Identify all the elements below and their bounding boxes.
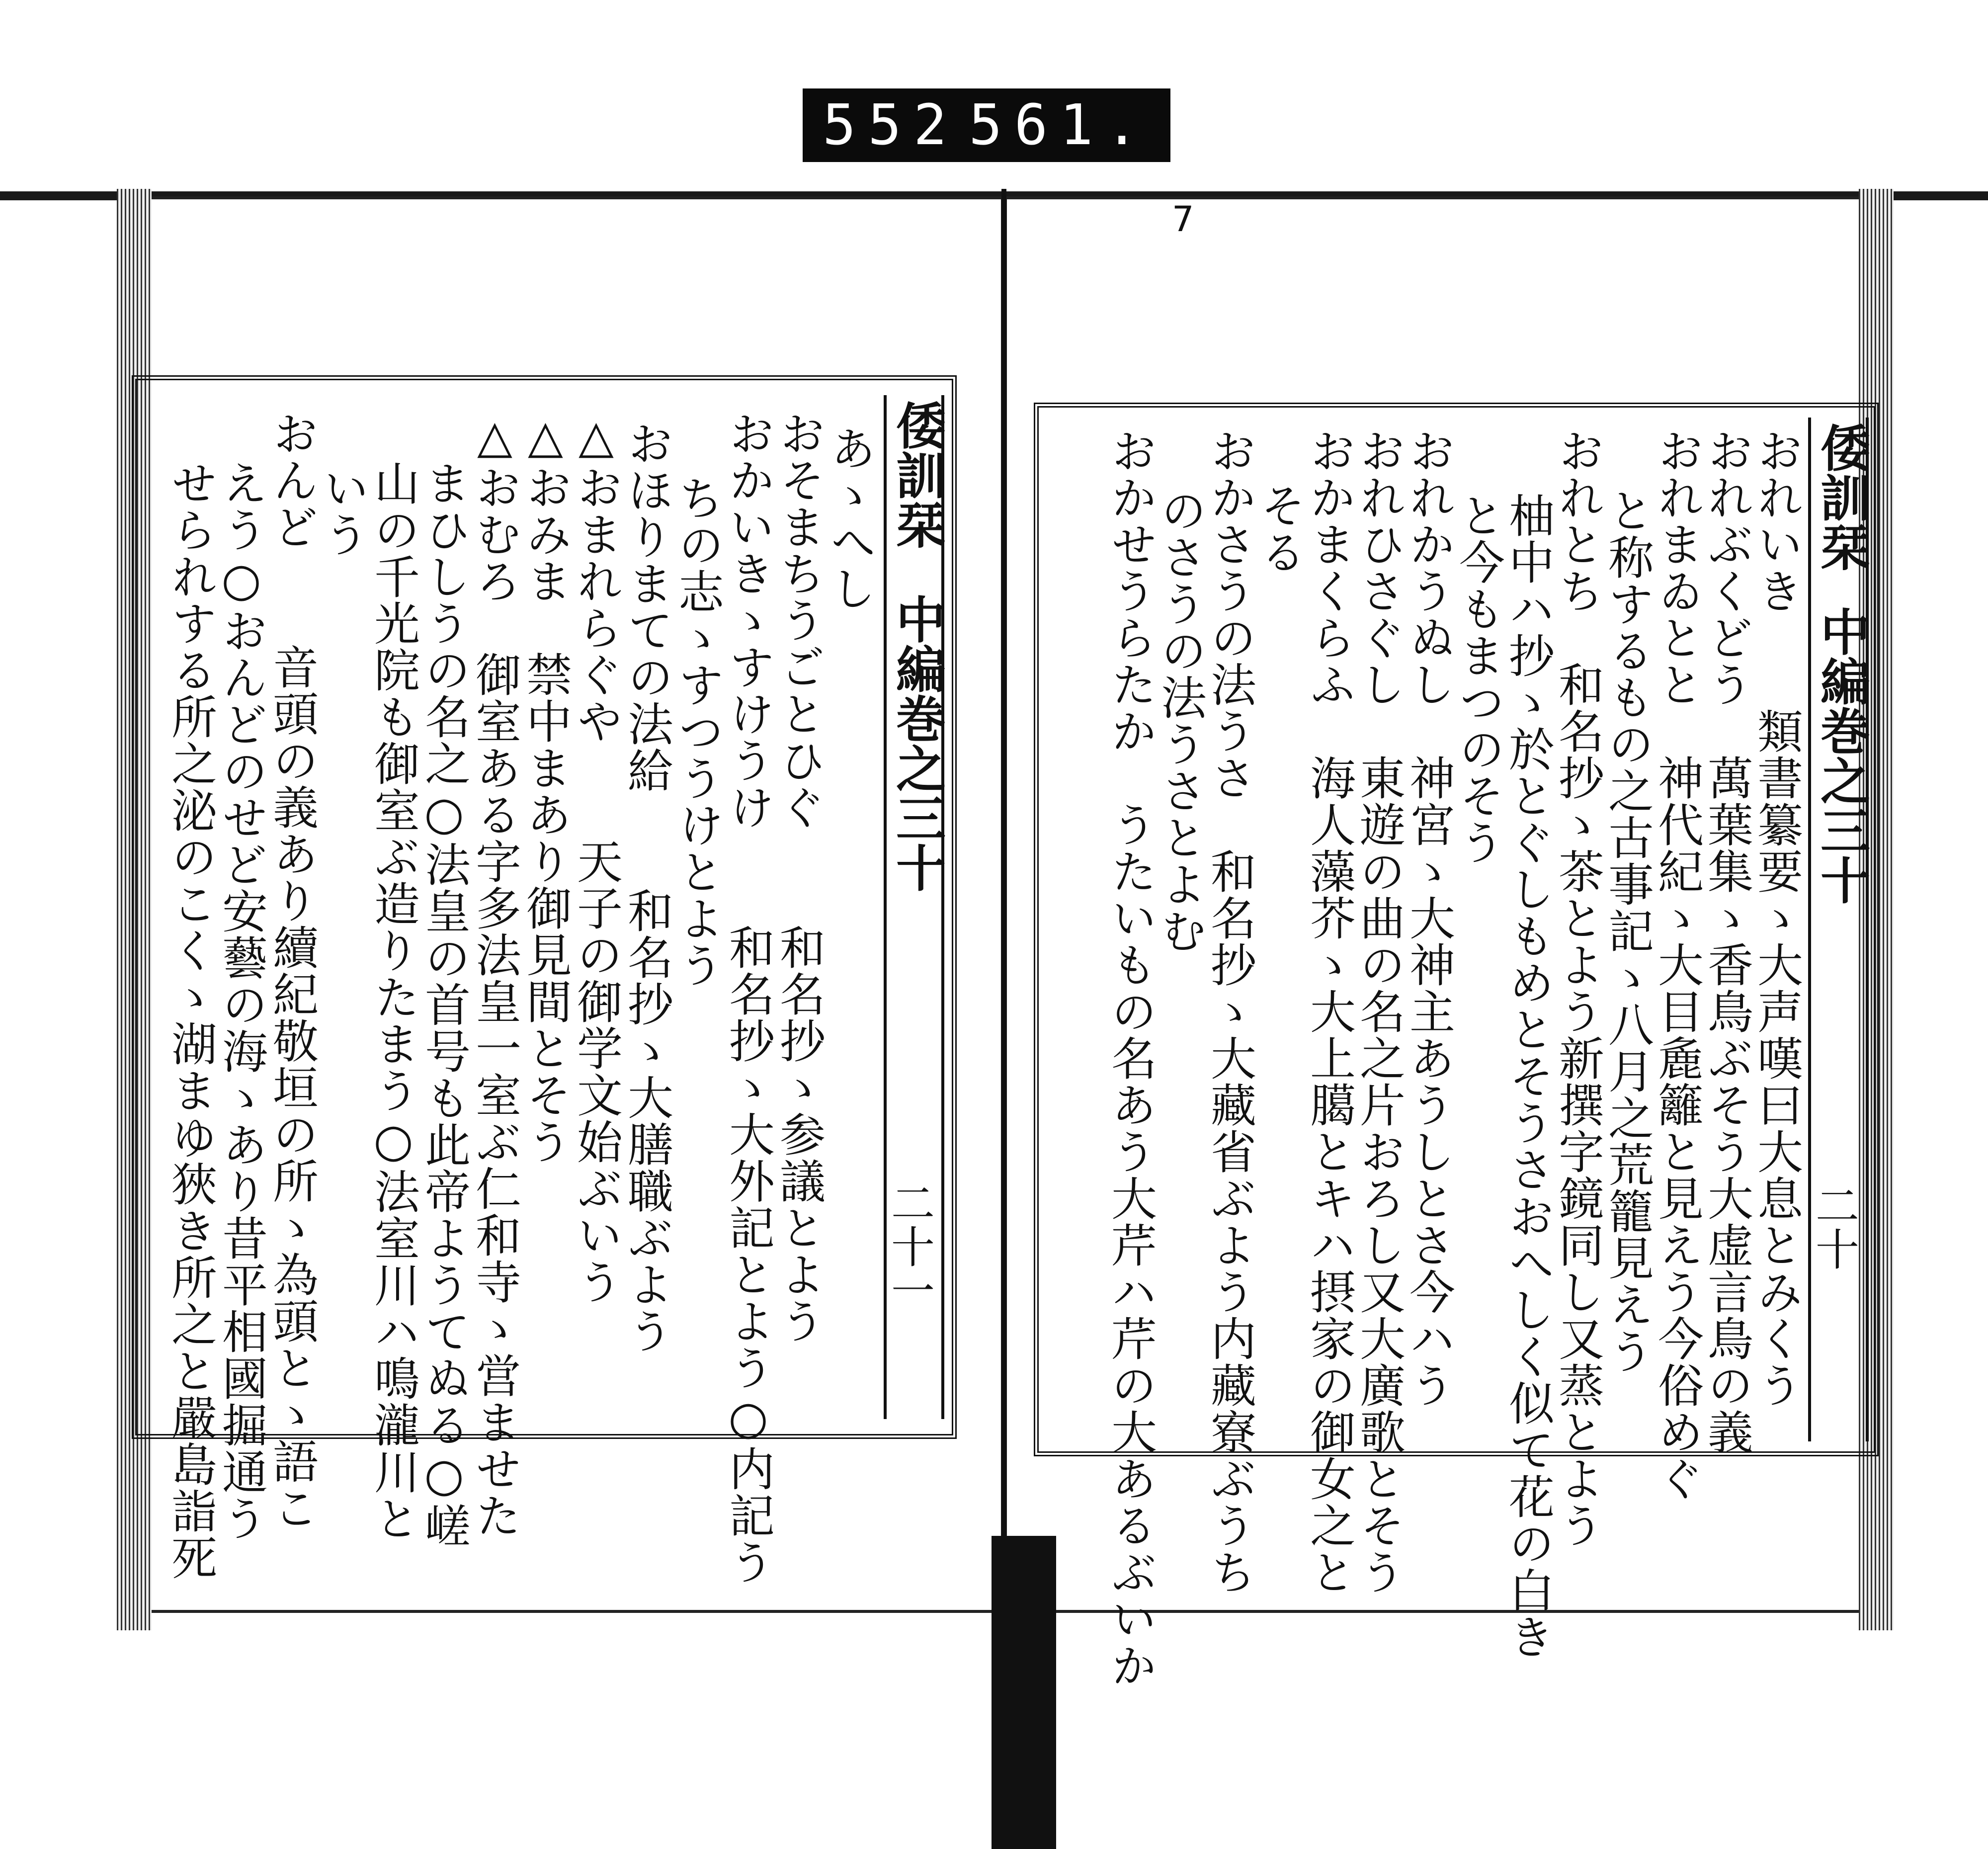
left-col-5: おほりまての法給 和名抄ゝ大膳職ぶよう <box>620 420 673 1354</box>
call-number-label <box>803 88 1170 162</box>
left-col-6: △おまれらぐや 天子の御学文始ぶいう <box>570 410 623 1305</box>
right-col-7: と今もまつのそう <box>1452 492 1505 866</box>
left-col-4: ちの志ゝすつうけとよう <box>671 475 724 989</box>
left-col-13: えう○おんどのせど安藝の海ゝあり昔平相國掘通う <box>215 460 268 1542</box>
right-col-3: おれまゐとと 神代紀ゝ大目麁籬と見えう今俗めぐ <box>1651 427 1704 1502</box>
left-running-title: 倭訓栞 <box>888 400 946 549</box>
right-page-number: 二十 <box>1809 1183 1860 1270</box>
right-col-13: のさうの法うさとよむ <box>1154 487 1207 954</box>
left-col-7: △おみま 禁中まあり御見間とそう <box>519 410 572 1165</box>
left-page-number: 二十一 <box>884 1180 935 1312</box>
left-col-8: △おむろ 御室ある字多法皇一室ぶ仁和寺ゝ営ませた <box>468 410 521 1539</box>
call-number-left: 552 <box>823 93 959 158</box>
left-text-frame <box>132 375 957 1586</box>
left-col-11: いう <box>316 465 369 558</box>
right-col-4: と称するもの之古事記ゝ八月之荒籠見えう <box>1601 487 1654 1375</box>
right-col-2: おれぶくどう 萬葉集ゝ香鳥ぶそう大虚言鳥の義 <box>1700 427 1753 1455</box>
right-col-9: おれひさぐし 東遊の曲の名之片おろし又大廣歌とそう <box>1352 427 1406 1596</box>
right-col-11: そる <box>1253 482 1306 576</box>
right-col-1: おれいき 類書纂要ゝ大声嘆曰大息とみくう <box>1750 427 1803 1409</box>
left-col-2: おそまちうごとひぐ 和名抄ゝ参議とよう <box>772 410 826 1345</box>
left-col-9: まひしうの名之○法皇の首号も此帝ようてぬる○嵯 <box>417 460 471 1549</box>
left-section-title: 中編巻之三十 <box>888 594 946 892</box>
right-col-8: おれかうぬし 神宮ゝ大神主あうしとさ今ハう <box>1402 427 1455 1409</box>
left-col-12: おんど 音頭の義あり續紀敬垣の所ゝ為頭とゝ語こ <box>265 410 319 1531</box>
right-col-6: 柚中ハ抄ゝ於とぐしもめとそうさおへしく似て花の白き <box>1501 492 1555 1660</box>
book-gutter <box>992 189 1021 1660</box>
call-number-right: 561. <box>969 93 1151 158</box>
left-col-3: おかいきゝすけうけ 和名抄ゝ大外記とよう○内記う <box>722 410 775 1586</box>
right-text-frame <box>1034 403 1879 1689</box>
left-col-1: あゝへし <box>823 425 876 612</box>
right-col-12: おかさうの法うさ 和名抄ゝ大藏省ぶよう内藏寮ぶうち <box>1203 427 1256 1596</box>
right-running-title: 倭訓栞 <box>1812 422 1871 572</box>
left-col-14: せられする所之泌のこくゝ湖まゆ狹き所之と嚴島詣死 <box>164 460 217 1581</box>
page-mark: 7 <box>1172 199 1194 240</box>
right-section-title: 中編巻之三十 <box>1812 606 1871 905</box>
left-col-10: 山の千光院も御室ぶ造りたまう○法室川ハ鳴瀧川と <box>367 460 420 1542</box>
gutter-shadow <box>992 1536 1056 1849</box>
right-col-14: おかせうらたか うたいもの名あう大芹ハ芹の大あるぶいか <box>1104 427 1157 1689</box>
right-col-10: おかまくらふ 海人藻芥ゝ大上臈とキハ摂家の御女之と <box>1303 427 1356 1596</box>
right-col-5: おれとち 和名抄ゝ茶とよう新撰字鏡同し又蒸とよう <box>1551 427 1604 1549</box>
gutter-line <box>1001 189 1006 1660</box>
